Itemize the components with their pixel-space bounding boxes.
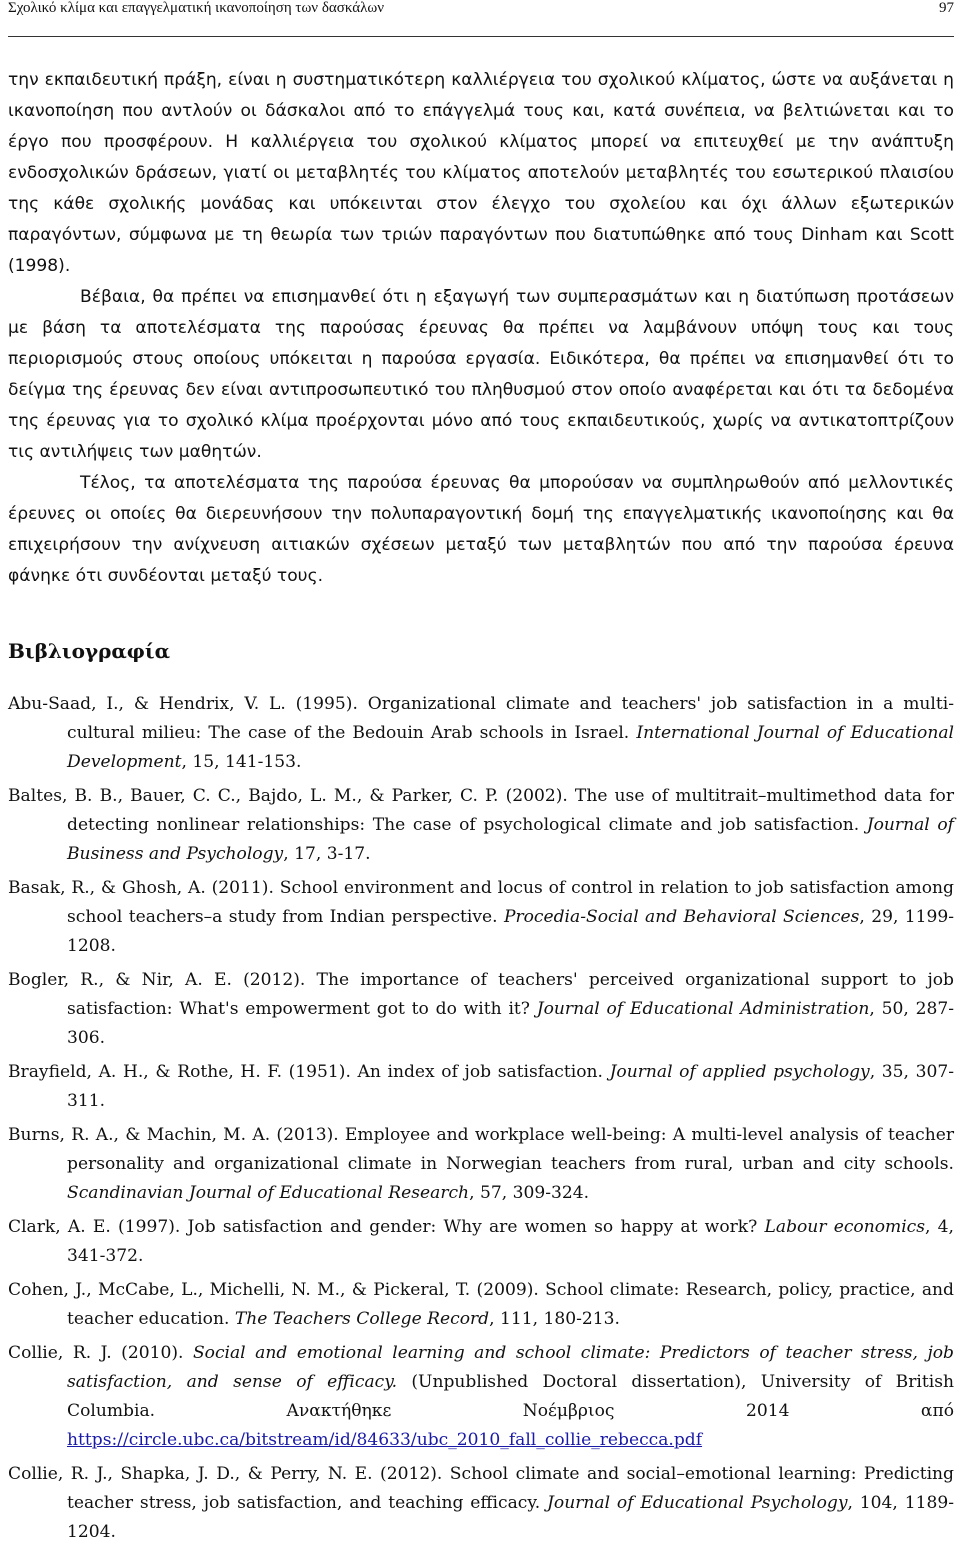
reference-text: Cohen, J., McCabe, L., Michelli, N. M., & Pickeral, T. (2009). School climate: Research, policy, practice, and teacher education. xyxy=(8,1280,954,1329)
reference-text: Collie, R. J. (2010). xyxy=(8,1343,193,1363)
journal-title: Journal of Business and Psychology xyxy=(67,815,954,864)
reference-item xyxy=(8,966,954,1053)
journal-title: Journal of Educational Administration xyxy=(536,999,870,1019)
journal-title: Social and emotional learning and school climate: Predictors of teacher stress, job satisfaction, and sense of efficacy. xyxy=(67,1343,955,1392)
reference-details: , 111, 180-213. xyxy=(489,1309,620,1329)
journal-title: Scandinavian Journal of Educational Research xyxy=(67,1183,470,1203)
reference-item xyxy=(8,1460,954,1547)
reference-details: , 57, 309-324. xyxy=(469,1183,590,1203)
running-title: Σχολικό κλίμα και επαγγελματική ικανοποίηση των δασκάλων xyxy=(8,0,385,16)
running-header xyxy=(8,0,954,37)
paragraph: Τέλος, τα αποτελέσματα της παρούσα έρευνας θα μπορούσαν να συμπληρωθούν από μελλοντικές έρευνες οι οποίες θα διερευνήσουν την πολυπαραγοντική δομή της επαγγελματικής ικανοποίησης και θα επιχειρήσουν την ανίχνευση αιτιακών σχέσεων μεταξύ των μεταβλητών που από την παρούσα έρευνα φάνηκε ότι συνδέονται μεταξύ τους. xyxy=(8,473,954,586)
reference-text: Bogler, R., & Nir, A. E. (2012). The importance of teachers' perceived organizational support to job satisfaction: What's empowerment got to do with it? xyxy=(8,970,954,1019)
reference-details: , 104, 1189-1204. xyxy=(67,1493,955,1542)
reference-list xyxy=(8,690,954,1547)
reference-text: Baltes, B. B., Bauer, C. C., Bajdo, L. M., & Parker, C. P. (2002). The use of multitrait–multimethod data for detecting nonlinear relationships: The case of psychological climate and job satisfaction. xyxy=(8,786,954,835)
reference-text: Collie, R. J., Shapka, J. D., & Perry, N. E. (2012). School climate and social–emotional learning: Predicting teacher stress, job satisfaction, and teaching efficacy. xyxy=(8,1464,954,1513)
reference-link[interactable]: https://circle.ubc.ca/bitstream/id/84633/ubc_2010_fall_collie_rebecca.pdf xyxy=(67,1430,703,1450)
reference-details: , 35, 307-311. xyxy=(67,1062,954,1111)
reference-item xyxy=(8,782,954,869)
reference-details: (Unpublished Doctoral dissertation), University of British Columbia. Ανακτήθηκε Νοέμβριος 2014 από xyxy=(67,1372,954,1421)
reference-text: Clark, A. E. (1997). Job satisfaction and gender: Why are women so happy at work? xyxy=(8,1217,765,1237)
reference-details: , 4, 341-372. xyxy=(67,1217,954,1266)
reference-text: Burns, R. A., & Machin, M. A. (2013). Employee and workplace well-being: A multi-level analysis of teacher personality and organizational climate in Norwegian teachers from rural, urban and city schools. xyxy=(8,1125,954,1174)
body-text xyxy=(8,65,954,592)
journal-title: The Teachers College Record xyxy=(234,1309,490,1329)
reference-details: , 50, 287-306. xyxy=(67,999,954,1048)
reference-details: , 29, 1199-1208. xyxy=(67,907,955,956)
journal-title: Labour economics xyxy=(764,1217,926,1237)
bibliography-heading: Βιβλιογραφία xyxy=(8,639,170,663)
journal-title: Journal of applied psychology xyxy=(609,1062,870,1082)
page-number: 97 xyxy=(939,0,954,16)
journal-title: Journal of Educational Psychology xyxy=(547,1493,848,1513)
paragraph: Βέβαια, θα πρέπει να επισημανθεί ότι η εξαγωγή των συμπερασμάτων και η διατύπωση προτάσεων με βάση τα αποτελέσματα της παρούσας έρευνας θα πρέπει να λαμβάνουν υπόψη τους και τους περιορισμούς στους οποίους υπόκειται η παρούσα εργασία. Ειδικότερα, θα πρέπει να επισημανθεί ότι το δείγμα της έρευνας δεν είναι αντιπροσωπευτικό του πληθυσμού στον οποίο αναφέρεται και ότι τα δεδομένα της έρευνας για το σχολικό κλίμα προέρχονται μόνο από τους εκπαιδευτικούς, χωρίς να αντικατοπτρίζουν τις αντιλήψεις των μαθητών. xyxy=(8,287,954,462)
journal-title: International Journal of Educational Development xyxy=(67,723,955,772)
paragraph: την εκπαιδευτική πράξη, είναι η συστηματικότερη καλλιέργεια του σχολικού κλίματος, ώστε να αυξάνεται η ικανοποίηση που αντλούν οι δάσκαλοι από το επάγγελμά τους και, κατά συνέπεια, να βελτιώνεται και το έργο που προσφέρουν. Η καλλιέργεια του σχολικού κλίματος μπορεί να επιτευχθεί με την ανάπτυξη ενδοσχολικών δράσεων, γιατί οι μεταβλητές του κλίματος αποτελούν μεταβλητές του εσωτερικού πλαισίου της κάθε σχολικής μονάδας και υπόκεινται στον έλεγχο του σχολείου και όχι άλλων εξωτερικών παραγόντων, σύμφωνα με τη θεωρία των τριών παραγόντων που διατυπώθηκε από τους Dinham και Scott (1998). xyxy=(8,70,954,276)
reference-item xyxy=(8,1121,954,1208)
reference-item xyxy=(8,1276,954,1334)
document-page xyxy=(8,0,954,1552)
reference-details: , 15, 141-153. xyxy=(181,752,302,772)
reference-item xyxy=(8,1058,954,1116)
reference-text: Brayfield, A. H., & Rothe, H. F. (1951). An index of job satisfaction. xyxy=(8,1062,610,1082)
reference-item xyxy=(8,874,954,961)
reference-details: , 17, 3-17. xyxy=(283,844,371,864)
reference-text: Basak, R., & Ghosh, A. (2011). School environment and locus of control in relation to job satisfaction among school teachers–a study from Indian perspective. xyxy=(8,878,954,927)
reference-item xyxy=(8,1339,954,1455)
journal-title: Procedia-Social and Behavioral Sciences xyxy=(503,907,860,927)
reference-text: Abu-Saad, I., & Hendrix, V. L. (1995). Organizational climate and teachers' job satisfaction in a multi-cultural milieu: The case of the Bedouin Arab schools in Israel. xyxy=(8,694,954,743)
reference-item xyxy=(8,690,954,777)
reference-item xyxy=(8,1213,954,1271)
